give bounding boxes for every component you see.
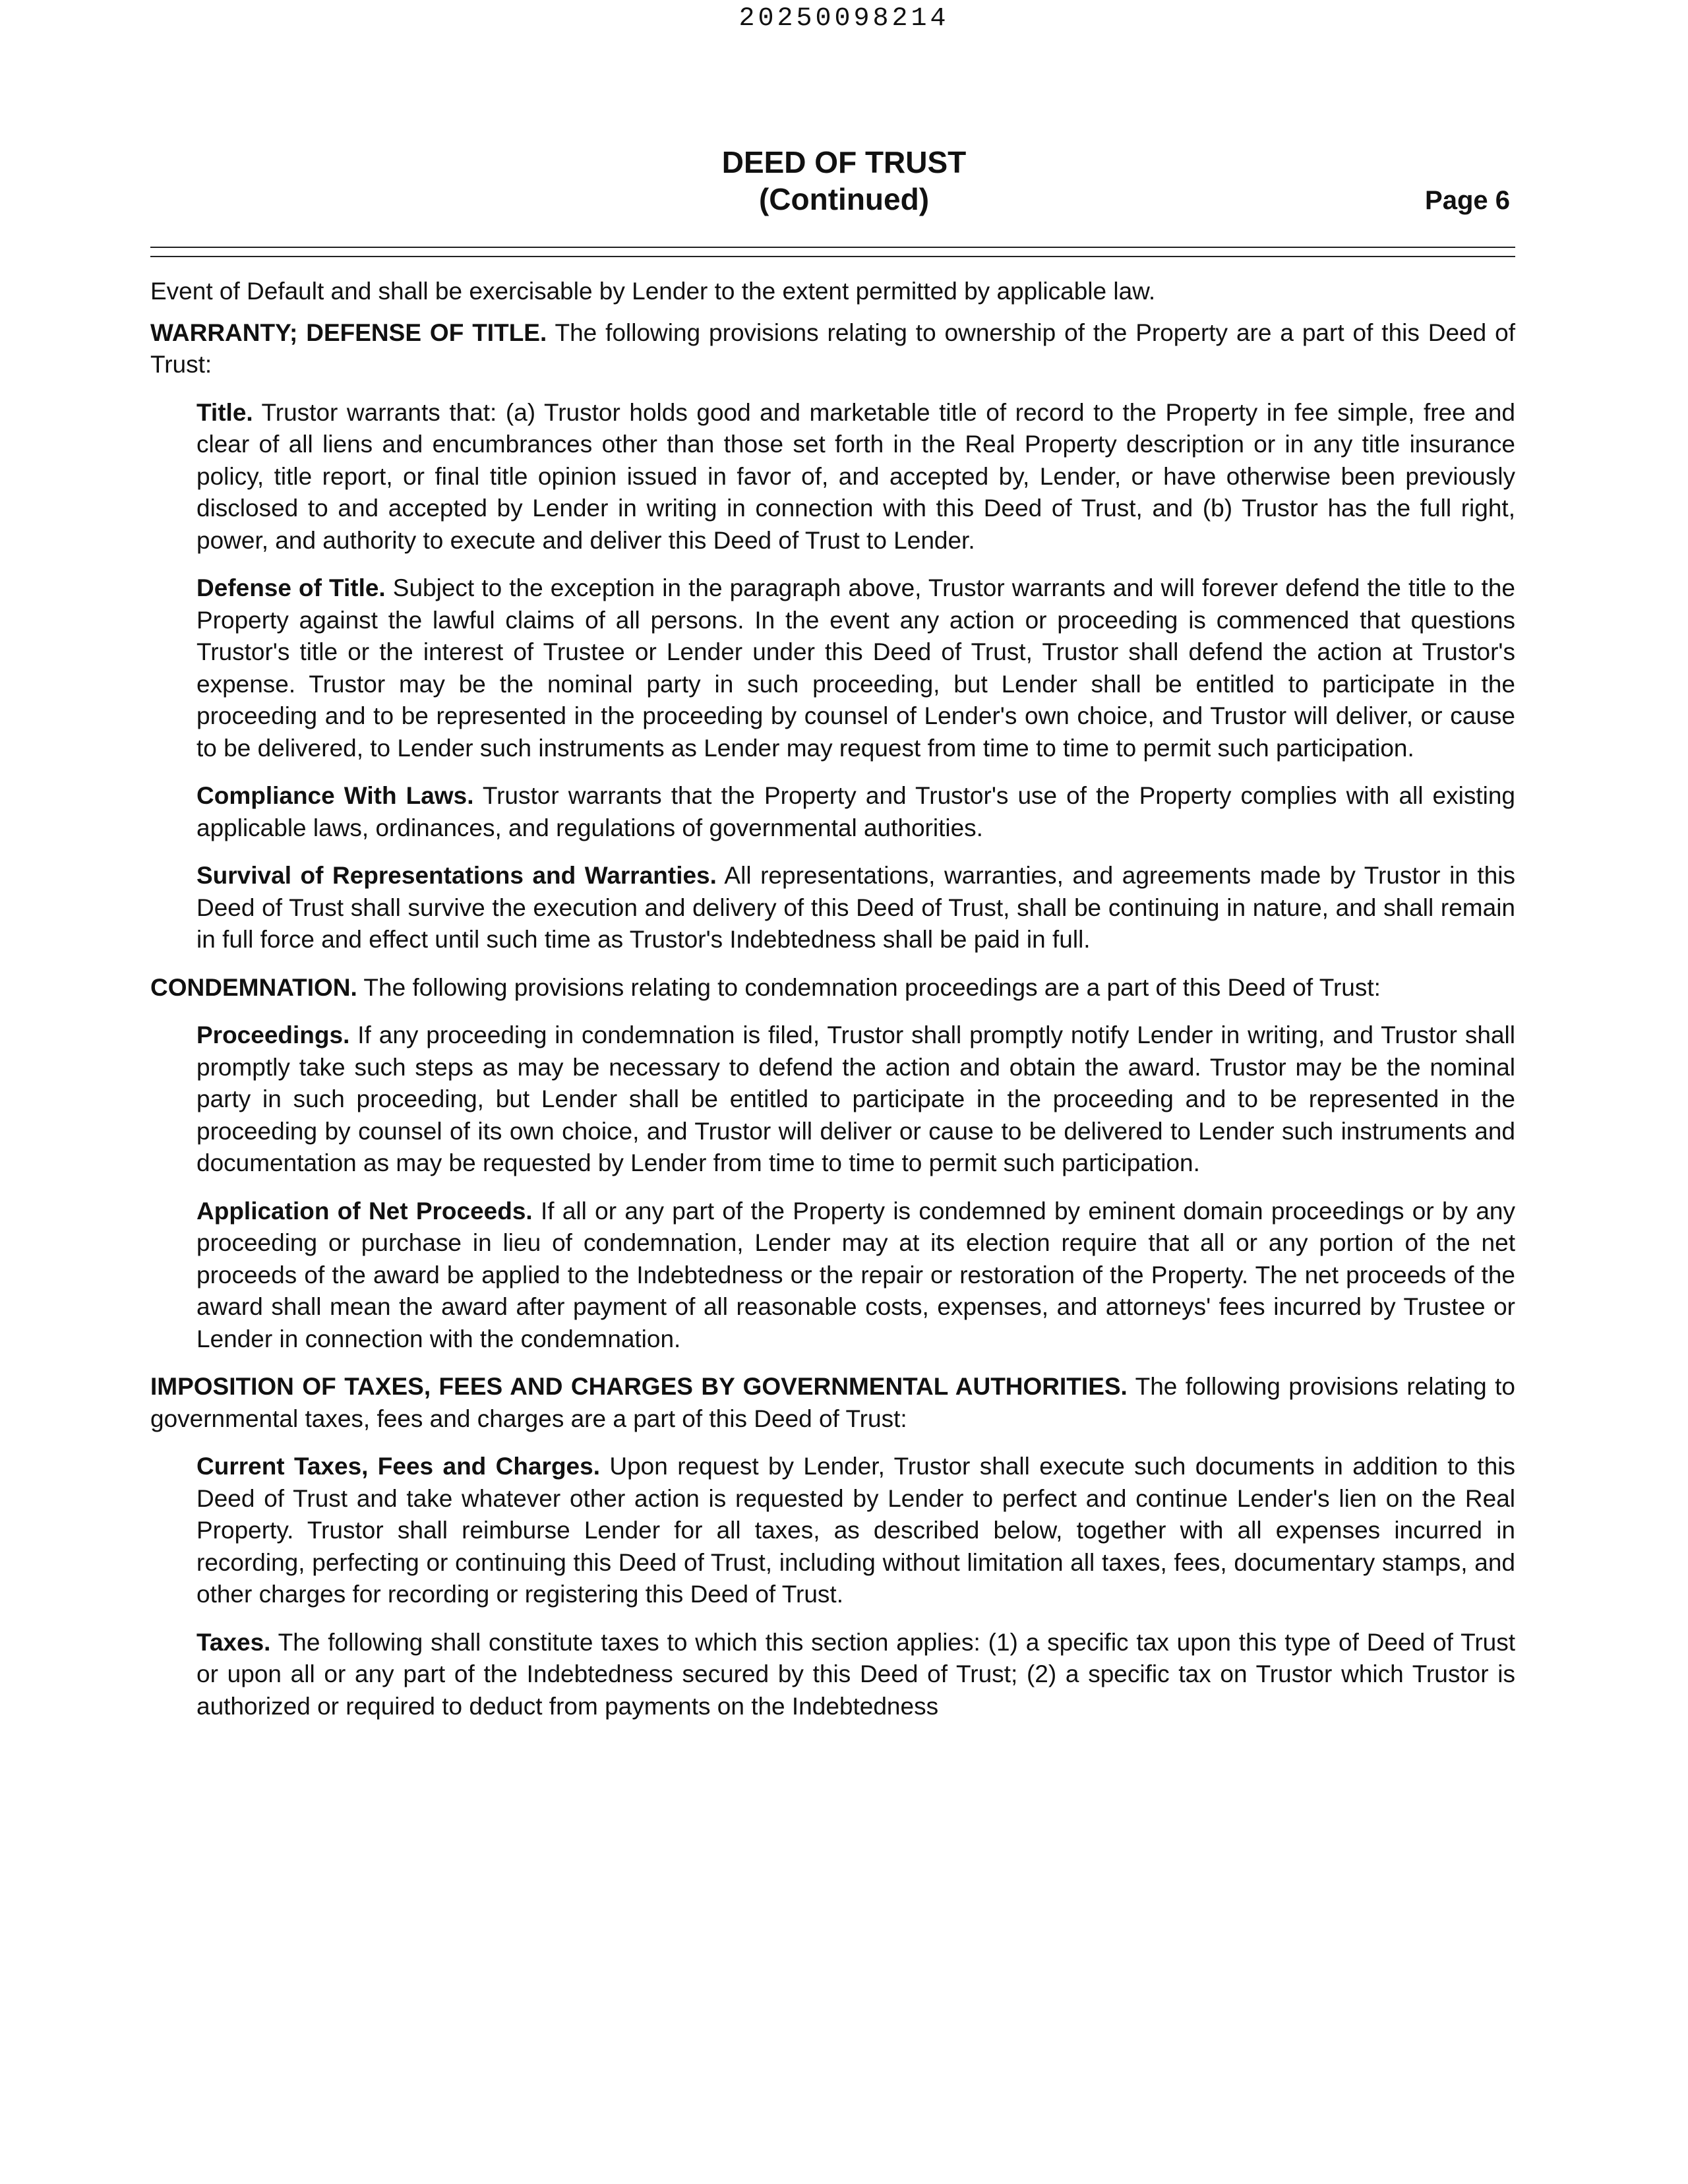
- paragraph-application-of-net-proceeds: Application of Net Proceeds. If all or any part of the Property is condemned by eminent domain proceedings or by any proceeding or purchase in lieu of condemnation, Lender may at its election require that all or any portion of the net proceeds of the award be applied to the Indebtedness or the repair or restoration of the Property. The net proceeds of the award shall mean the award after payment of all reasonable costs, expenses, and attorneys' fees incurred by Trustee or Lender in connection with the condemnation.: [196, 1197, 1515, 1352]
- section-imposition-of-taxes: IMPOSITION OF TAXES, FEES AND CHARGES BY GOVERNMENTAL AUTHORITIES. The following provisions relating to governmental taxes, fees and charges are a part of this Deed of Trust:: [150, 1373, 1515, 1432]
- paragraph-title: Title. Trustor warrants that: (a) Trustor holds good and marketable title of record to the Property in fee simple, free and clear of all liens and encumbrances other than those set forth in the Real Property description or in any title insurance policy, title report, or final title opinion issued in favor of, and accepted by, Lender, or have otherwise been previously disclosed to and accepted by Lender in writing in connection with this Deed of Trust, and (b) Trustor has the full right, power, and authority to execute and deliver this Deed of Trust to Lender.: [196, 398, 1515, 554]
- document-subtitle: (Continued): [758, 182, 930, 216]
- section-warranty-defense-of-title: WARRANTY; DEFENSE OF TITLE. The following provisions relating to ownership of the Property are a part of this Deed of Trust:: [150, 318, 1515, 378]
- header-rule-bottom: [150, 256, 1515, 257]
- paragraph-heading: Taxes.: [196, 1628, 271, 1656]
- page-number: Page 6: [1425, 186, 1510, 215]
- section-heading: IMPOSITION OF TAXES, FEES AND CHARGES BY GOVERNMENTAL AUTHORITIES.: [150, 1373, 1128, 1400]
- paragraph-heading: Application of Net Proceeds.: [196, 1197, 533, 1225]
- document-body: [150, 276, 1515, 1738]
- paragraph-survival-of-representations: Survival of Representations and Warranties. All representations, warranties, and agreements made by Trustor in this Deed of Trust shall survive the execution and delivery of this Deed of Trust, shall be continuing in nature, and shall remain in full force and effect until such time as Trustor's Indebtedness shall be paid in full.: [196, 862, 1516, 953]
- paragraph-taxes: Taxes. The following shall constitute taxes to which this section applies: (1) a specific tax upon this type of Deed of Trust or upon all or any part of the Indebtedness secured by this Deed of Trust; (2) a specific tax on Trustor which Trustor is authorized or required to deduct from payments on the Indebtedness: [196, 1628, 1515, 1720]
- paragraph-proceedings: Proceedings. If any proceeding in condemnation is filed, Trustor shall promptly notify Lender in writing, and Trustor shall promptly take such steps as may be necessary to defend the action and obtain the award. Trustor may be the nominal party in such proceeding, but Lender shall be entitled to participate in the proceeding and to be represented in the proceeding by counsel of its own choice, and Trustor will deliver or cause to be delivered to Lender such instruments and documentation as may be requested by Lender from time to time to permit such participation.: [196, 1021, 1515, 1176]
- recording-number: 20250098214: [738, 4, 950, 34]
- paragraph-heading: Title.: [196, 398, 253, 426]
- section-heading: WARRANTY; DEFENSE OF TITLE.: [150, 318, 547, 346]
- paragraph-current-taxes: Current Taxes, Fees and Charges. Upon request by Lender, Trustor shall execute such documents in addition to this Deed of Trust and take whatever other action is requested by Lender to perfect and continue Lender's lien on the Real Property. Trustor shall reimburse Lender for all taxes, as described below, together with all expenses incurred in recording, perfecting or continuing this Deed of Trust, including without limitation all taxes, fees, documentary stamps, and other charges for recording or registering this Deed of Trust.: [196, 1453, 1515, 1608]
- paragraph-compliance-with-laws: Compliance With Laws. Trustor warrants that the Property and Trustor's use of the Property complies with all existing applicable laws, ordinances, and regulations of governmental authorities.: [196, 782, 1515, 841]
- paragraph-event-of-default: Event of Default and shall be exercisable by Lender to the extent permitted by applicable law.: [150, 278, 1156, 305]
- paragraph-heading: Survival of Representations and Warranties.: [196, 862, 717, 889]
- paragraph-defense-of-title: Defense of Title. Subject to the exception in the paragraph above, Trustor warrants and will forever defend the title to the Property against the lawful claims of all persons. In the event any action or proceeding is commenced that questions Trustor's title or the interest of Trustee or Lender under this Deed of Trust, Trustor shall defend the action at Trustor's expense. Trustor may be the nominal party in such proceeding, but Lender shall be entitled to participate in the proceeding and to be represented in the proceeding by counsel of Lender's own choice, and Trustor will deliver, or cause to be delivered, to Lender such instruments as Lender may request from time to time to permit such participation.: [196, 574, 1515, 762]
- header-rule-top: [150, 247, 1515, 248]
- document-title: DEED OF TRUST: [721, 145, 967, 179]
- paragraph-heading: Defense of Title.: [196, 574, 386, 601]
- paragraph-heading: Proceedings.: [196, 1021, 350, 1048]
- section-heading: CONDEMNATION.: [150, 973, 357, 1001]
- paragraph-heading: Current Taxes, Fees and Charges.: [196, 1453, 600, 1480]
- section-condemnation: CONDEMNATION. The following provisions relating to condemnation proceedings are a part of this Deed of Trust:: [150, 973, 1381, 1001]
- paragraph-heading: Compliance With Laws.: [196, 782, 474, 809]
